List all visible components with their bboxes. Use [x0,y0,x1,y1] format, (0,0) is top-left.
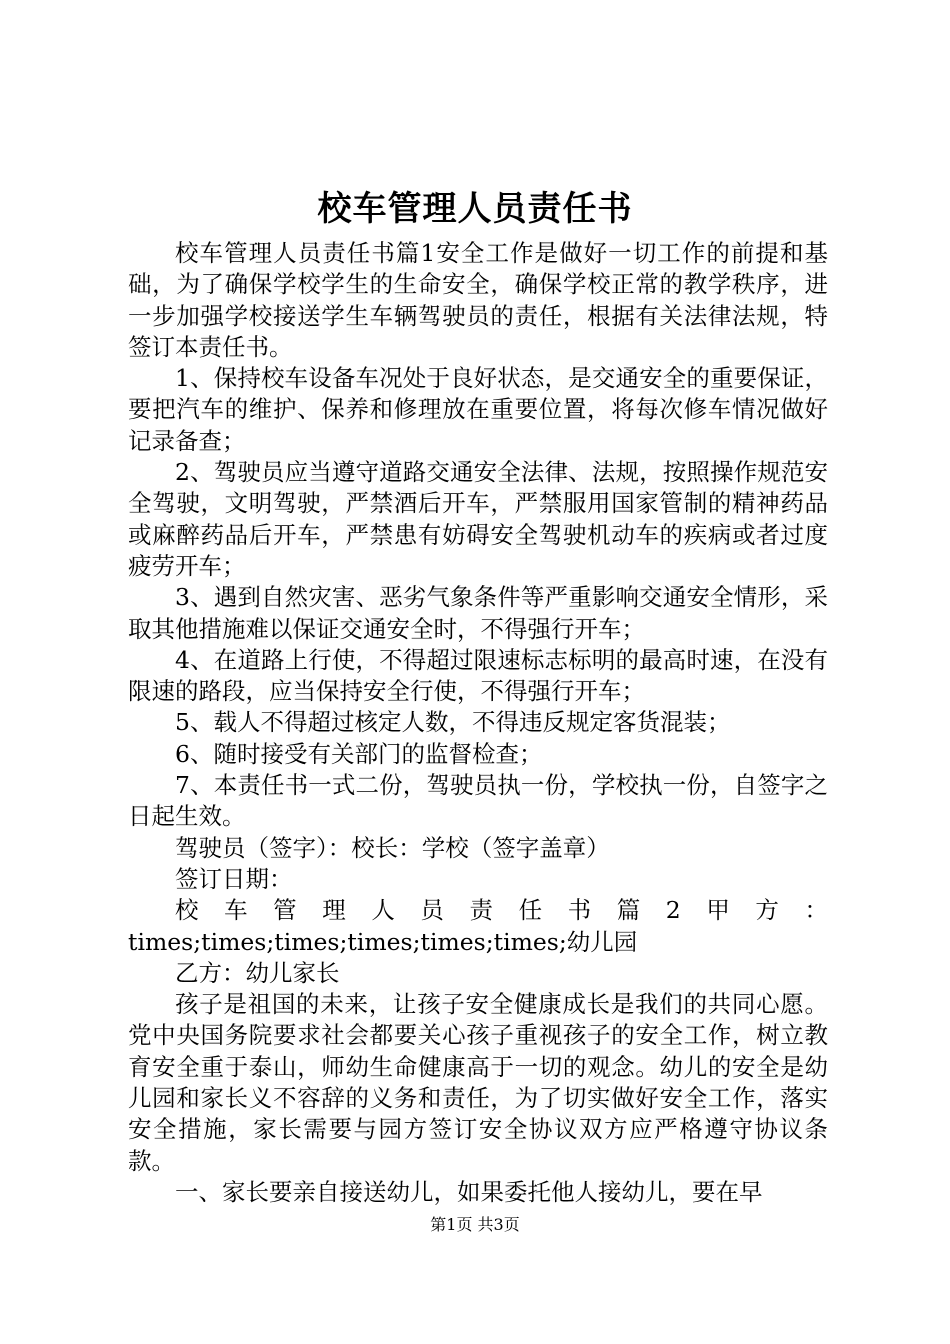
document-body [128,238,828,1208]
paragraph-clause-1: 一、家长要亲自接送幼儿，如果委托他人接幼儿，要在早 [175,1177,763,1206]
party-a-name: times;times;times;times;times;times;幼儿园 [128,927,638,956]
paragraph-item-4: 4、在道路上行使，不得超过限速标志标明的最高时速，在没有限速的路段，应当保持安全行使，不得强行开车； [128,645,828,706]
document-title: 校车管理人员责任书 [317,189,633,229]
paragraph-item-3: 3、遇到自然灾害、恶劣气象条件等严重影响交通安全情形，采取其他措施难以保证交通安全时，不得强行开车； [128,583,828,643]
paragraph-item-6: 6、随时接受有关部门的监督检查； [175,739,543,768]
paragraph-item-1: 1、保持校车设备车况处于良好状态，是交通安全的重要保证，要把汽车的维护、保养和修理放在重要位置，将每次修车情况做好记录备查； [128,364,828,455]
signing-date: 签订日期： [175,864,293,893]
paragraph-children-safety: 孩子是祖国的未来，让孩子安全健康成长是我们的共同心愿。党中央国务院要求社会都要关心孩子重视孩子的安全工作，树立教育安全重于泰山，师幼生命健康高于一切的观念。幼儿的安全是幼儿园和家长义不容辞的义务和责任，为了切实做好安全工作，落实安全措施，家长需要与园方签订安全协议双方应严格遵守协议条款。 [128,990,828,1175]
paragraph-item-5: 5、载人不得超过核定人数，不得违反规定客货混装； [175,708,731,737]
paragraph-intro: 校车管理人员责任书篇1安全工作是做好一切工作的前提和基础，为了确保学校学生的生命安全，确保学校正常的教学秩序，进一步加强学校接送学生车辆驾驶员的责任，根据有关法律法规，特签订本责任书。 [128,239,828,361]
paragraph-item-7: 7、本责任书一式二份，驾驶员执一份，学校执一份，自签字之日起生效。 [128,771,828,831]
party-b: 乙方：幼儿家长 [175,958,340,987]
party-a-heading: 校车管理人员责任书篇2甲方： [175,896,828,925]
signature-line: 驾驶员（签字）：校长：学校（签字盖章） [175,833,610,862]
page-number: 第1页 共3页 [430,1215,520,1234]
paragraph-item-2: 2、驾驶员应当遵守道路交通安全法律、法规，按照操作规范安全驾驶，文明驾驶，严禁酒后开车，严禁服用国家管制的精神药品或麻醉药品后开车，严禁患有妨碍安全驾驶机动车的疾病或者过度疲劳开车； [128,458,828,580]
